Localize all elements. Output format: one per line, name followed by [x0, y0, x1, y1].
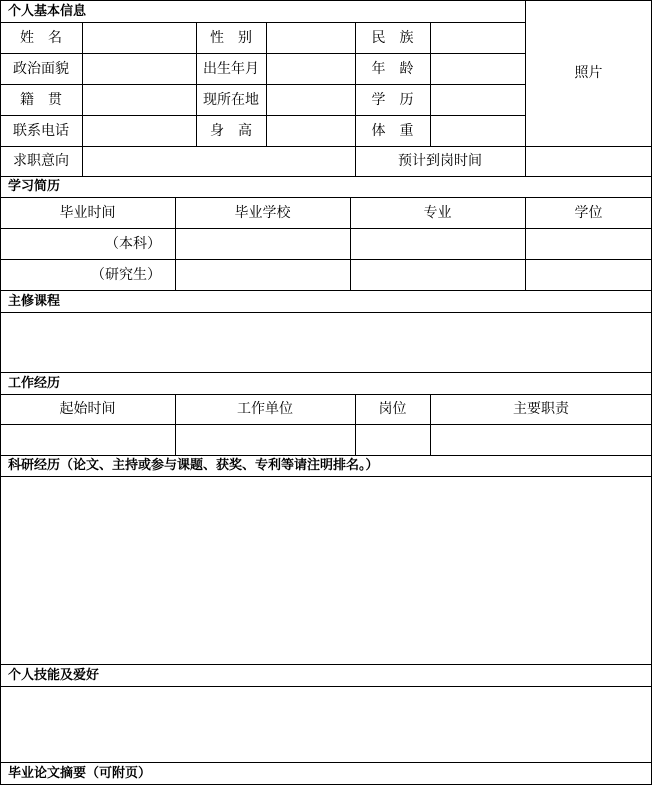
job-intent-field[interactable]	[82, 146, 355, 176]
ethnicity-field[interactable]	[430, 22, 525, 53]
age-field[interactable]	[430, 53, 525, 84]
job-intent-label: 求职意向	[13, 153, 69, 169]
research-textarea[interactable]	[0, 476, 652, 664]
phone-field[interactable]	[82, 115, 196, 146]
section-skills-title: 个人技能及爱好	[8, 667, 100, 683]
height-label: 身 高	[210, 122, 252, 139]
start-date-label: 预计到岗时间	[398, 153, 482, 169]
current-location-label: 现所在地	[203, 91, 259, 108]
edu-row-graduate-school[interactable]	[175, 259, 350, 290]
edu-row-bachelor-school[interactable]	[175, 228, 350, 259]
political-status-label: 政治面貌	[13, 60, 69, 77]
start-date-field[interactable]	[525, 146, 652, 176]
name-field[interactable]	[82, 22, 196, 53]
photo-box[interactable]: 照片	[574, 65, 603, 81]
section-basic-info-title: 个人基本信息	[8, 3, 87, 19]
gender-label: 性 别	[210, 29, 252, 46]
political-status-field[interactable]	[82, 53, 196, 84]
edu-row-bachelor-degree[interactable]	[525, 228, 652, 259]
weight-label: 体 重	[371, 122, 414, 139]
work-row-position[interactable]	[355, 424, 430, 455]
name-label: 姓 名	[20, 29, 62, 46]
edu-row-graduate-date[interactable]: （研究生）	[91, 266, 161, 283]
edu-row-bachelor-date[interactable]: （本科）	[105, 235, 161, 252]
education-level-label: 学 历	[371, 91, 414, 108]
edu-header-degree: 学位	[574, 204, 603, 221]
education-level-field[interactable]	[430, 84, 525, 115]
section-research-title: 科研经历（论文、主持或参与课题、获奖、专利等请注明排名。）	[8, 458, 379, 473]
gender-field[interactable]	[266, 22, 355, 53]
ethnicity-label: 民 族	[371, 29, 414, 46]
edu-header-graduation-date: 毕业时间	[59, 204, 116, 221]
height-field[interactable]	[266, 115, 355, 146]
edu-row-graduate-degree[interactable]	[525, 259, 652, 290]
age-label: 年 龄	[371, 60, 414, 77]
native-place-label: 籍 贯	[20, 91, 62, 108]
work-header-position: 岗位	[378, 401, 407, 417]
skills-textarea[interactable]	[0, 686, 652, 762]
birth-date-field[interactable]	[266, 53, 355, 84]
weight-field[interactable]	[430, 115, 525, 146]
phone-label: 联系电话	[13, 122, 69, 139]
birth-date-label: 出生年月	[203, 60, 259, 77]
section-courses-title: 主修课程	[8, 293, 61, 309]
work-row-start-date[interactable]	[0, 424, 175, 455]
section-education-title: 学习简历	[8, 179, 61, 194]
courses-textarea[interactable]	[0, 312, 652, 372]
edu-header-major: 专业	[423, 204, 452, 221]
edu-header-school: 毕业学校	[234, 204, 291, 221]
work-header-duties: 主要职责	[513, 401, 569, 417]
work-header-start-date: 起始时间	[59, 401, 116, 417]
work-row-employer[interactable]	[175, 424, 355, 455]
edu-row-graduate-major[interactable]	[350, 259, 525, 290]
work-header-employer: 工作单位	[237, 401, 293, 417]
section-thesis-title: 毕业论文摘要（可附页）	[8, 765, 152, 781]
current-location-field[interactable]	[266, 84, 355, 115]
section-work-title: 工作经历	[8, 375, 61, 391]
work-row-duties[interactable]	[430, 424, 652, 455]
native-place-field[interactable]	[82, 84, 196, 115]
edu-row-bachelor-major[interactable]	[350, 228, 525, 259]
